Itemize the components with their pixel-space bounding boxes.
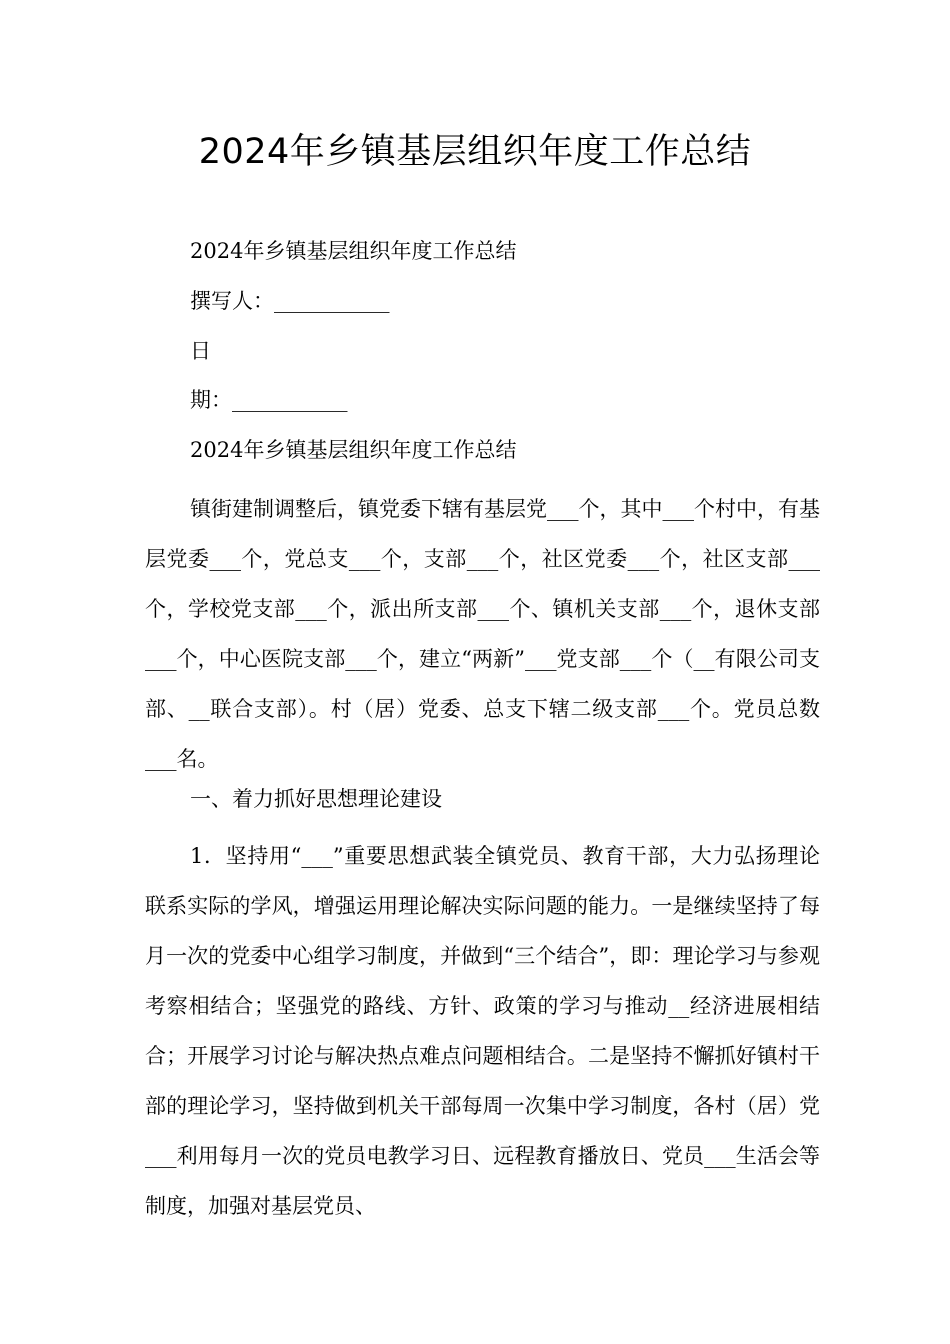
paragraph-theory: 1．坚持用“___”重要思想武装全镇党员、教育干部，大力弘扬理论联系实际的学风，增强运用理论解决实际问题的能力。一是继续坚持了每月一次的党委中心组学习制度，并做到“三个结合”，即：理论学习与参观考察相结合；坚强党的路线、方针、政策的学习与推动__经济进展相结合；开展学习讨论与解决热点难点问题相结合。二是坚持不懈抓好镇村干部的理论学习，坚持做到机关干部每周一次集中学习制度，各村（居）党___利用每月一次的党员电教学习日、远程教育播放日、党员___生活会等制度，加强对基层党员、 — [145, 844, 820, 1218]
date-label-second: 期：___________ — [190, 388, 348, 412]
subtitle-line: 2024年乡镇基层组织年度工作总结 — [190, 239, 517, 263]
author-line: 撰写人：___________ — [190, 289, 390, 313]
document-title: 2024年乡镇基层组织年度工作总结 — [198, 132, 752, 172]
paragraph-overview: 镇街建制调整后，镇党委下辖有基层党___个，其中___个村中，有基层党委___个，党总支___个，支部___个，社区党委___个，社区支部___个，学校党支部___个，派出所支部___个、镇机关支部___个，退休支部___个，中心医院支部___个，建立“两新”___党支部___个（__有限公司支部、__联合支部）。村（居）党委、总支下辖二级支部___个。党员总数___名。 — [145, 497, 820, 771]
section-heading: 一、着力抓好思想理论建设 — [190, 787, 442, 811]
date-label-first: 日 — [190, 339, 211, 363]
subtitle-repeat-line: 2024年乡镇基层组织年度工作总结 — [190, 438, 517, 462]
